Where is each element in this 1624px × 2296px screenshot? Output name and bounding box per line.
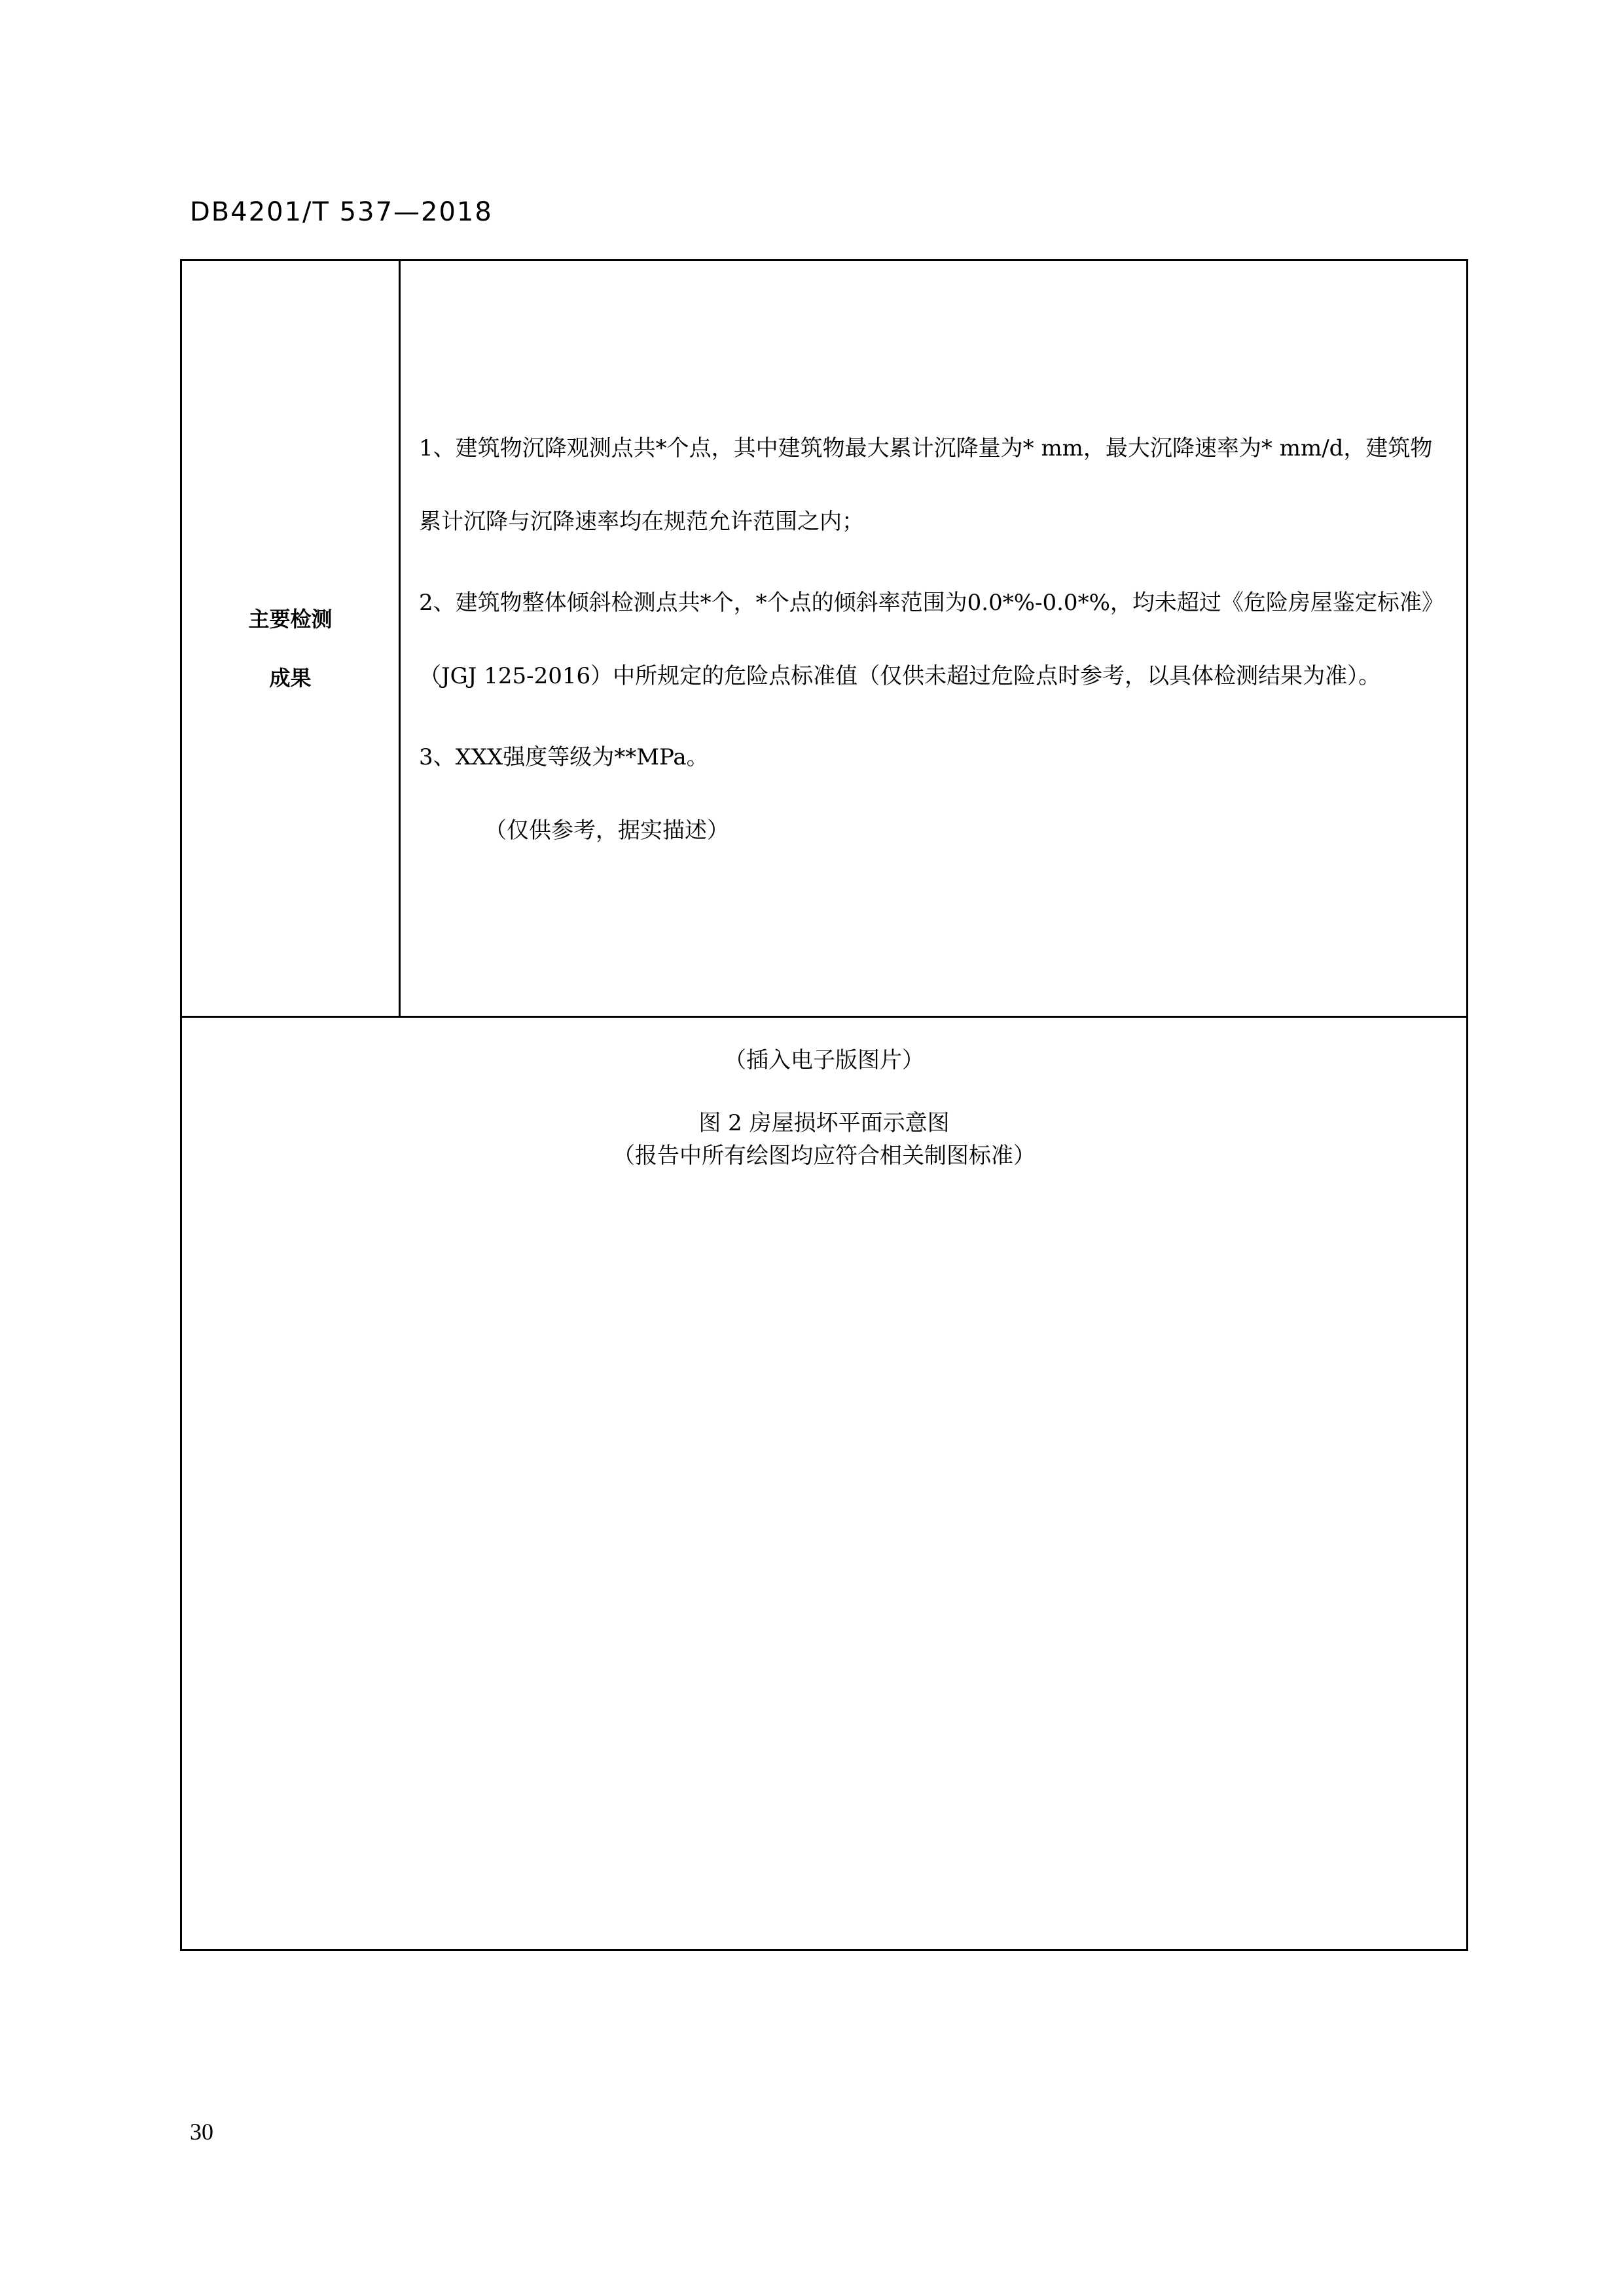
result-item-1: 1、建筑物沉降观测点共*个点，其中建筑物最大累计沉降量为* mm，最大沉降速率为* mm/d，建筑物累计沉降与沉降速率均在规范允许范围之内；: [419, 435, 1433, 535]
results-label-cell: [182, 261, 401, 1016]
figure-note: （报告中所有绘图均应符合相关制图标准）: [613, 1143, 1036, 1169]
report-table: [180, 259, 1468, 1951]
results-content-cell: [401, 261, 1466, 1016]
figure-caption-block: [182, 1107, 1466, 1172]
document-code: DB4201/T 537—2018: [190, 197, 493, 227]
results-label-line1: 主要检测: [248, 606, 333, 632]
figure-insert-placeholder: （插入电子版图片）: [724, 1047, 924, 1073]
figure-caption: 图 2 房屋损坏平面示意图: [698, 1110, 950, 1136]
figure-row: [182, 1018, 1466, 1949]
result-item-2: 2、建筑物整体倾斜检测点共*个，*个点的倾斜率范围为0.0*%-0.0*%，均未超过《危险房屋鉴定标准》（JGJ 125-2016）中所规定的危险点标准值（仅供未超过危险点时参考，以具体检测结果为准）。: [419, 590, 1444, 689]
results-row: [182, 261, 1466, 1018]
page-number: 30: [190, 2119, 213, 2145]
results-label-line2: 成果: [269, 665, 312, 691]
result-item-3: 3、XXX强度等级为**MPa。: [419, 744, 709, 770]
result-note: （仅供参考，据实描述）: [484, 817, 729, 844]
